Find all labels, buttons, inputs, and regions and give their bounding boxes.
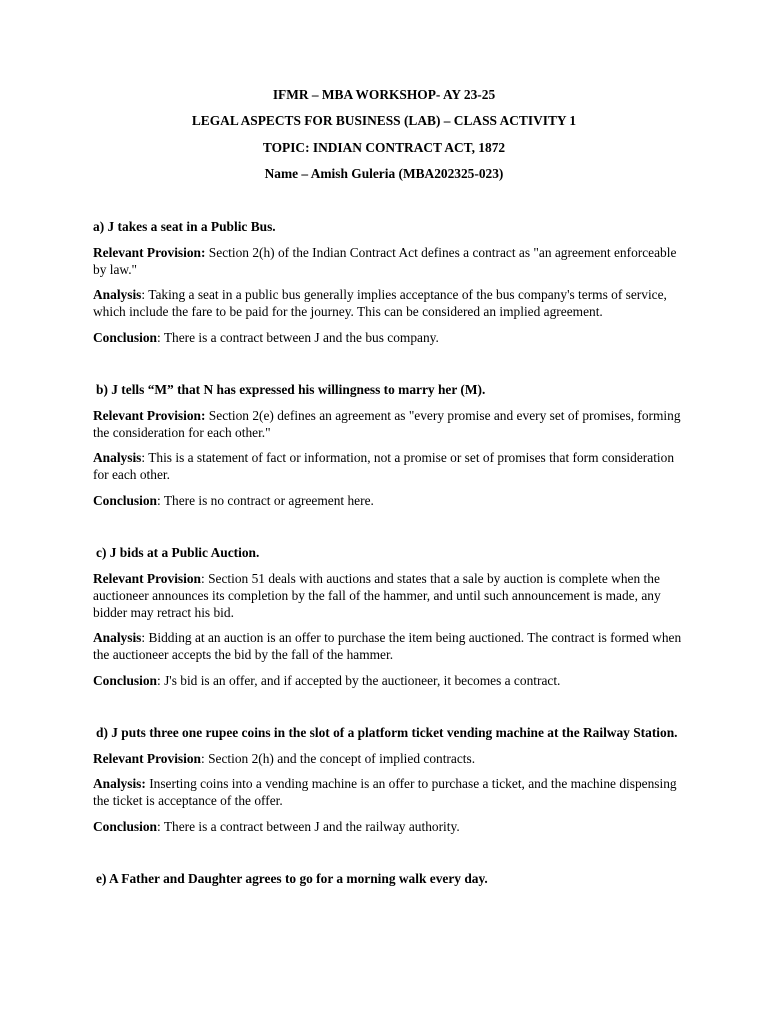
question-b: b) J tells “M” that N has expressed his willingness to marry her (M). bbox=[96, 382, 486, 397]
section-spacer bbox=[93, 697, 683, 724]
question-d: d) J puts three one rupee coins in the slot of a platform ticket vending machine at the Railway Station. bbox=[96, 725, 678, 740]
section-d bbox=[93, 724, 683, 835]
header-line-topic: TOPIC: INDIAN CONTRACT ACT, 1872 bbox=[262, 139, 506, 155]
analysis-text: : Bidding at an auction is an offer to purchase the item being auctioned. The contract is formed when the auctioneer accepts the bid by the fall of the hammer. bbox=[93, 630, 682, 662]
provision-b bbox=[93, 407, 683, 441]
conclusion-c bbox=[93, 672, 683, 689]
section-spacer bbox=[93, 517, 683, 544]
analysis-label: Analysis: bbox=[93, 776, 146, 791]
section-e bbox=[93, 870, 683, 887]
analysis-label: Analysis bbox=[93, 287, 142, 302]
conclusion-label: Conclusion bbox=[93, 818, 157, 834]
conclusion-b bbox=[93, 492, 683, 509]
section-a bbox=[93, 218, 683, 346]
conclusion-d bbox=[93, 818, 683, 835]
provision-c bbox=[93, 570, 683, 621]
provision-label: Relevant Provision bbox=[93, 750, 201, 766]
analysis-text: : Taking a seat in a public bus generally implies acceptance of the bus company's terms of service, which include the fare to be paid for the journey. This can be considered an implied agreement. bbox=[93, 287, 667, 319]
conclusion-text: : There is a contract between J and the railway authority. bbox=[157, 818, 460, 834]
conclusion-text: : There is a contract between J and the bus company. bbox=[157, 329, 439, 345]
analysis-text: : This is a statement of fact or information, not a promise or set of promises that form consideration for each other. bbox=[93, 450, 675, 482]
conclusion-label: Conclusion bbox=[93, 672, 157, 688]
section-c bbox=[93, 544, 683, 689]
conclusion-label: Conclusion bbox=[93, 329, 157, 345]
conclusion-a bbox=[93, 329, 683, 346]
conclusion-text: : J's bid is an offer, and if accepted by the auctioneer, it becomes a contract. bbox=[157, 672, 561, 688]
header-line-student-name: Name – Amish Guleria (MBA202325-023) bbox=[264, 165, 504, 181]
provision-label: Relevant Provision bbox=[93, 570, 201, 586]
provision-label: Relevant Provision: bbox=[93, 244, 206, 260]
question-a: a) J takes a seat in a Public Bus. bbox=[93, 219, 276, 234]
header-line-institute: IFMR – MBA WORKSHOP- AY 23-25 bbox=[272, 87, 496, 102]
header-line-course: LEGAL ASPECTS FOR BUSINESS (LAB) – CLASS ACTIVITY 1 bbox=[191, 113, 577, 129]
section-spacer bbox=[93, 843, 683, 870]
analysis-label: Analysis bbox=[93, 630, 142, 645]
analysis-b bbox=[93, 449, 683, 483]
provision-text: Section 2(h) of the Indian Contract Act defines a contract as "an agreement enforceable by law." bbox=[93, 244, 677, 277]
provision-text: : Section 51 deals with auctions and states that a sale by auction is complete when the auctioneer announces its completion by the fall of the hammer, and until such announcement is made, any bidder may retract his bid. bbox=[93, 570, 661, 620]
provision-label: Relevant Provision: bbox=[93, 407, 206, 423]
analysis-a bbox=[93, 286, 683, 320]
document-header bbox=[0, 86, 768, 191]
question-c: c) J bids at a Public Auction. bbox=[96, 545, 260, 560]
section-b bbox=[93, 381, 683, 509]
provision-text: : Section 2(h) and the concept of implied contracts. bbox=[201, 750, 476, 766]
conclusion-text: : There is no contract or agreement here. bbox=[157, 492, 374, 508]
conclusion-label: Conclusion bbox=[93, 492, 157, 508]
provision-a bbox=[93, 244, 683, 278]
provision-text: Section 2(e) defines an agreement as "every promise and every set of promises, forming the consideration for each other." bbox=[93, 407, 681, 440]
section-spacer bbox=[93, 354, 683, 381]
question-e: e) A Father and Daughter agrees to go for a morning walk every day. bbox=[96, 871, 488, 886]
analysis-label: Analysis bbox=[93, 450, 142, 465]
analysis-text: Inserting coins into a vending machine is an offer to purchase a ticket, and the machine dispensing the ticket is acceptance of the offer. bbox=[93, 776, 677, 808]
analysis-d bbox=[93, 775, 683, 809]
provision-d bbox=[93, 750, 683, 767]
document-body bbox=[93, 218, 683, 896]
analysis-c bbox=[93, 629, 683, 663]
